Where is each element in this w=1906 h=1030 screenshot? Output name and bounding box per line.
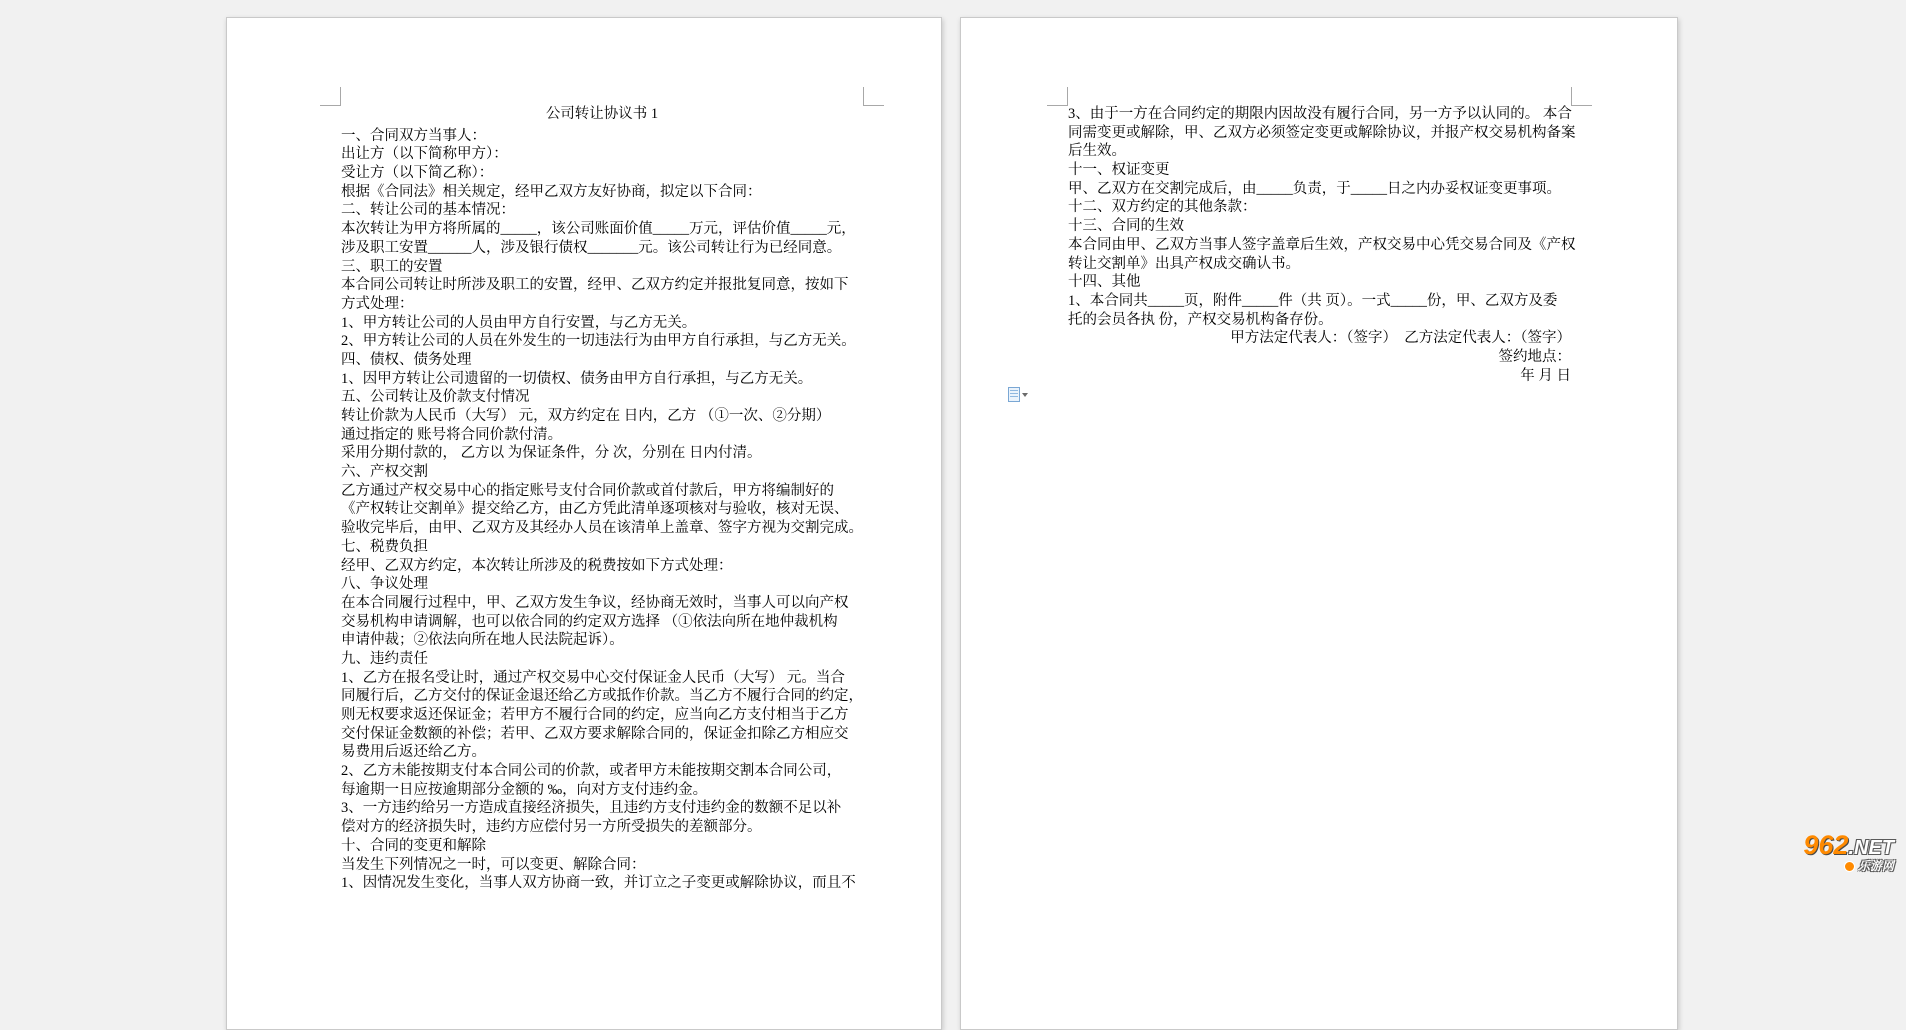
- document-line: 2、甲方转让公司的人员在外发生的一切违法行为由甲方自行承担，与乙方无关。: [341, 333, 856, 350]
- document-line: 1、因甲方转让公司遗留的一切债权、债务由甲方自行承担，与乙方无关。: [341, 370, 813, 387]
- signing-date-line: 年 月 日: [1520, 367, 1571, 384]
- document-line: 采用分期付款的， 乙方以 为保证条件，分 次，分别在 日内付清。: [341, 445, 762, 462]
- document-line: 1、因情况发生变化，当事人双方协商一致，并订立之子变更或解除协议，而且不: [341, 875, 856, 892]
- watermark-suffix: .NET: [1848, 837, 1894, 860]
- document-line: 验收完毕后，由甲、乙双方及其经办人员在该清单上盖章、签字方视为交割完成。: [341, 520, 863, 537]
- document-line: 《产权转让交割单》提交给乙方，由乙方凭此清单逐项核对与验收，核对无误、: [341, 501, 849, 518]
- document-line: 偿对方的经济损失时，违约方应偿付另一方所受损失的差额部分。: [341, 819, 762, 836]
- signing-place-line: 签约地点：: [1498, 348, 1571, 365]
- document-line: 二、转让公司的基本情况：: [341, 202, 515, 219]
- page-2-body: [1068, 105, 1576, 329]
- document-line: 申请仲裁；②依法向所在地人民法院起诉）。: [341, 632, 624, 649]
- document-line: 易费用后返还给乙方。: [341, 744, 486, 761]
- margin-crop-mark: [1047, 87, 1068, 106]
- chevron-down-icon: [1022, 393, 1028, 397]
- document-line: 1、甲方转让公司的人员由甲方自行安置，与乙方无关。: [341, 314, 697, 331]
- margin-crop-mark: [320, 87, 341, 106]
- document-line: 后生效。: [1068, 143, 1126, 160]
- page-1-text-area: [341, 105, 863, 893]
- document-icon: [1008, 387, 1020, 402]
- margin-crop-mark: [863, 87, 884, 106]
- document-line: 每逾期一日应按逾期部分金额的 ‰，向对方支付违约金。: [341, 781, 708, 798]
- document-line: 方式处理：: [341, 295, 414, 312]
- document-line: 涉及职工安置______人，涉及银行债权_______元。该公司转让行为已经同意。: [341, 239, 842, 256]
- document-line: 根据《合同法》相关规定，经甲乙双方友好协商，拟定以下合同：: [341, 183, 762, 200]
- document-line: 十四、其他: [1068, 274, 1141, 291]
- document-line: 七、税费负担: [341, 538, 428, 555]
- document-line: 同需变更或解除，甲、乙双方必须签定变更或解除协议，并报产权交易机构备案: [1068, 124, 1576, 141]
- document-line: 十三、合同的生效: [1068, 218, 1184, 235]
- document-line: 十一、权证变更: [1068, 162, 1170, 179]
- page-2: [960, 17, 1678, 1030]
- document-line: 十、合同的变更和解除: [341, 837, 486, 854]
- document-line: 经甲、乙双方约定，本次转让所涉及的税费按如下方式处理：: [341, 557, 733, 574]
- document-line: 六、产权交割: [341, 464, 428, 481]
- document-line: 八、争议处理: [341, 576, 428, 593]
- document-line: 九、违约责任: [341, 650, 428, 667]
- document-line: 四、债权、债务处理: [341, 351, 472, 368]
- document-line: 五、公司转让及价款支付情况: [341, 389, 530, 406]
- document-line: 3、一方违约给另一方造成直接经济损失，且违约方支付违约金的数额不足以补: [341, 800, 842, 817]
- page-1: [226, 17, 942, 1030]
- document-line: 则无权要求返还保证金；若甲方不履行合同的约定，应当向乙方支付相当于乙方: [341, 707, 849, 723]
- paste-options-button[interactable]: [1007, 386, 1029, 403]
- signature-line: 甲方法定代表人：（签字） 乙方法定代表人：（签字）: [1230, 330, 1571, 347]
- page-1-body: [341, 127, 863, 893]
- watermark-brand: [1803, 831, 1894, 859]
- watermark-site-row: [1803, 860, 1894, 873]
- document-line: 一、合同双方当事人：: [341, 127, 486, 144]
- watermark-site-name: 乐游网: [1857, 859, 1894, 874]
- document-line: 在本合同履行过程中，甲、乙双方发生争议，经协商无效时，当事人可以向产权: [341, 594, 849, 611]
- page-2-text-area: [1068, 105, 1576, 385]
- document-line: 同履行后，乙方交付的保证金退还给乙方或抵作价款。当乙方不履行合同的约定，: [341, 688, 863, 705]
- document-line: 转让交割单》出具产权成交确认书。: [1068, 255, 1300, 272]
- document-line: 通过指定的 账号将合同价款付清。: [341, 426, 563, 443]
- document-line: 1、乙方在报名受让时，通过产权交易中心交付保证金人民币（大写） 元。当合: [341, 669, 845, 686]
- document-line: 3、由于一方在合同约定的期限内因故没有履行合同，另一方予以认同的。 本合: [1068, 106, 1572, 122]
- document-line: 十二、双方约定的其他条款：: [1068, 199, 1257, 216]
- document-line: 出让方（以下简称甲方）：: [341, 146, 508, 163]
- document-line: 本合同由甲、乙双方当事人签字盖章后生效，产权交易中心凭交易合同及《产权: [1068, 236, 1576, 253]
- document-line: 转让价款为人民币（大写） 元，双方约定在 日内，乙方 （①一次、②分期）: [341, 408, 831, 424]
- watermark-logo: [1803, 831, 1894, 873]
- document-line: 交易机构申请调解，也可以依合同的约定双方选择 （①依法向所在地仲裁机构: [341, 613, 838, 630]
- document-line: 三、职工的安置: [341, 258, 443, 275]
- document-line: 甲、乙双方在交割完成后，由_____负责，于_____日之内办妥权证变更事项。: [1068, 180, 1561, 197]
- document-line: 受让方（以下简乙称）：: [341, 165, 494, 182]
- margin-crop-mark: [1571, 87, 1592, 106]
- document-line: 2、乙方未能按期支付本合同公司的价款，或者甲方未能按期交割本合同公司，: [341, 763, 842, 780]
- document-line: 本合同公司转让时所涉及职工的安置，经甲、乙双方约定并报批复同意，按如下: [341, 277, 849, 294]
- document-line: 本次转让为甲方将所属的_____，该公司账面价值_____万元，评估价值_____元，: [341, 221, 856, 238]
- document-line: 1、本合同共_____页，附件_____件（共 页）。一式_____份，甲、乙双方及委: [1068, 292, 1558, 309]
- site-logo-icon: [1844, 861, 1855, 872]
- document-line: 乙方通过产权交易中心的指定账号支付合同价款或首付款后，甲方将编制好的: [341, 482, 834, 499]
- document-line: 托的会员各执 份，产权交易机构备存份。: [1068, 311, 1333, 328]
- document-title: 公司转让协议书 1: [545, 106, 659, 122]
- watermark-number: 962: [1803, 830, 1849, 861]
- document-line: 交付保证金数额的补偿；若甲、乙双方要求解除合同的，保证金扣除乙方相应交: [341, 725, 849, 742]
- document-line: 当发生下列情况之一时，可以变更、解除合同：: [341, 856, 646, 873]
